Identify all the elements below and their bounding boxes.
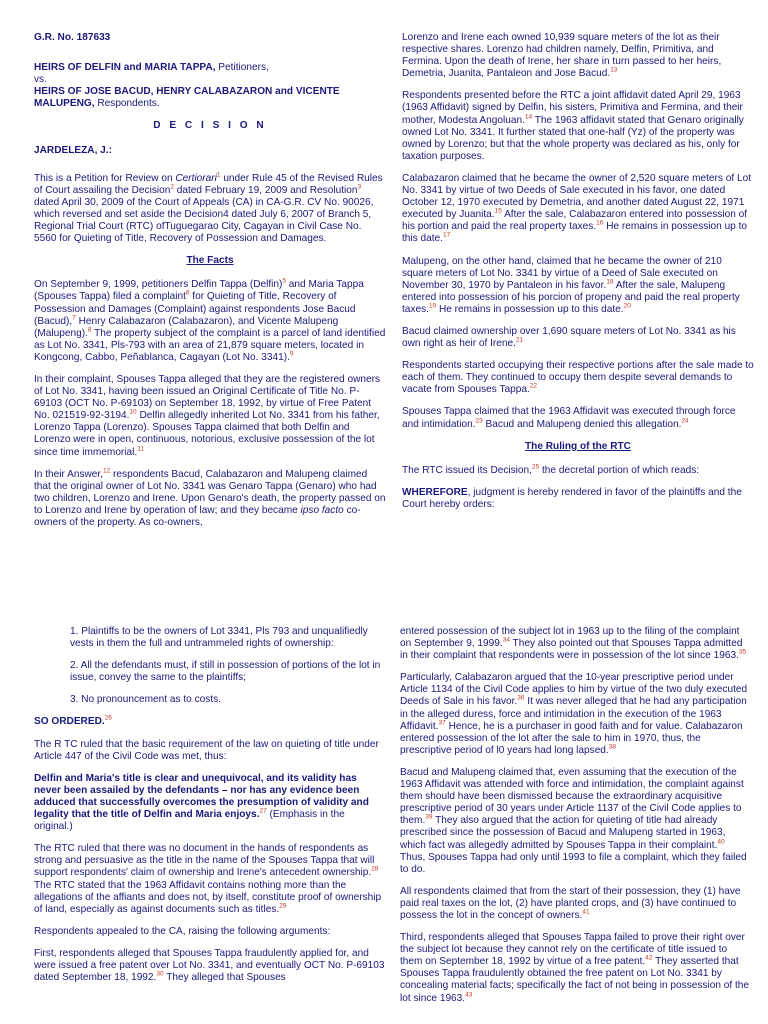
petitioners-name: HEIRS OF DELFIN and MARIA TAPPA, bbox=[34, 62, 216, 74]
text-run: The 1963 affidavit stated that Genaro originally owned Lot No. 3341. It further stated that one-half (Yz) of the property was owned by Lorenzo; but that the whole property was declared as his, only for taxation purposes. bbox=[402, 114, 744, 162]
bacud-paragraph bbox=[402, 326, 754, 350]
text-run: Thus, Spouses Tappa had only until 1993 to file a complaint, which they failed to do. bbox=[400, 851, 747, 875]
footnote-ref: 9 bbox=[289, 350, 294, 358]
footnote-ref: 24 bbox=[681, 417, 689, 425]
text-run: They asserted that Spouses Tappa fraudulently obtained the free patent on Lot No. 3341 by concealing material facts; specifically the fact of not being in possession of the lot since 1963. bbox=[400, 956, 749, 1004]
respondents-line bbox=[34, 86, 386, 110]
page-2 bbox=[0, 512, 768, 1024]
text-run: They alleged that Spouses bbox=[163, 972, 286, 984]
ruling-heading: The Ruling of the RTC bbox=[525, 440, 631, 452]
respondents-role: Respondents. bbox=[94, 98, 160, 110]
rtc-ruled-paragraph: The R TC ruled that the basic requirement of the law on quieting of title under Article 447 of the Civil Code was met, thus: bbox=[34, 738, 379, 762]
footnote-ref: 40 bbox=[717, 838, 725, 846]
footnote-ref: 18 bbox=[606, 278, 614, 286]
footnote-ref: 29 bbox=[279, 902, 287, 910]
text-run: Third, respondents alleged that Spouses Tappa failed to prove their right over the subject lot because they cannot rely on the certificate of title issued to them on September 18, 1992 by virtue of a free patent. bbox=[400, 932, 745, 968]
text-run: Lorenzo and Irene each owned 10,939 square meters of the lot as their respective shares. Lorenzo had children namely, Delfin, Primitiva, and Fermina. Upon the death of Irene, her share in turn passed to her heirs, Demetria, Juanita, Pantaleon and Jose Bacud. bbox=[402, 32, 722, 80]
footnote-ref: 34 bbox=[502, 636, 510, 644]
footnote-ref: 20 bbox=[623, 302, 631, 310]
entered-possession-paragraph bbox=[400, 626, 752, 662]
malupeng-paragraph bbox=[402, 256, 754, 316]
footnote-ref: 37 bbox=[438, 719, 446, 727]
text-run: Bacud and Malupeng denied this allegation. bbox=[482, 418, 682, 430]
so-ordered bbox=[34, 716, 386, 728]
footnote-ref: 11 bbox=[137, 445, 144, 453]
text-run: All respondents claimed that from the start of their possession, they (1) have paid real taxes on the lot, (2) have planted crops, and (3) have continued to possess the lot in the concept of owners. bbox=[400, 885, 741, 921]
text-run: Particularly, Calabazaron argued that the 10-year prescriptive period under Article 1134 of the Civil Code applies to him by virtue of the two duly executed Deeds of Sale in his favor. bbox=[400, 672, 748, 708]
text-run: He remains in possession up to this date. bbox=[436, 303, 624, 315]
footnote-ref: 25 bbox=[531, 463, 540, 471]
footnote-ref: 6 bbox=[185, 290, 190, 298]
text-run: The RTC ruled that there was no document in the hands of respondents as strong and persuasive as the title in the name of the Spouses Tappa that will support respondents' claim of ownership and Irene's antecedent ownership. bbox=[34, 843, 375, 879]
text-run: dated February 19, 2009 and Resolution bbox=[173, 184, 358, 196]
occupy-paragraph bbox=[402, 360, 754, 396]
text-run: respondents Bacud, Calabazaron and Malupeng claimed that the original owner of Lot No. 3341 was Genaro Tappa (Genaro) who had two children, Lorenzo and Irene. Upon Genaro's death, the property passed on to Lorenzo and Irene by operation of law; and they became bbox=[34, 468, 386, 516]
footnote-ref: 7 bbox=[72, 314, 76, 322]
text-run: First, respondents alleged that Spouses Tappa fraudulently applied for, and were issued a free patent over Lot No. 3341, and eventually OCT No. P-69103 dated September 18, 1992. bbox=[34, 947, 385, 984]
footnote-ref: 1 bbox=[216, 171, 221, 179]
text-run: In their Answer, bbox=[34, 468, 104, 480]
text-run: (Emphasis in the original.) bbox=[34, 809, 345, 833]
order-item-3: 3. No pronouncement as to costs. bbox=[70, 694, 221, 706]
no-document-paragraph bbox=[34, 843, 386, 916]
wherefore-paragraph bbox=[402, 487, 754, 511]
quoted-passage bbox=[34, 773, 386, 833]
versus: vs. bbox=[34, 74, 47, 86]
footnote-ref: 8 bbox=[87, 326, 92, 334]
footnote-ref: 13 bbox=[610, 66, 618, 74]
footnote-ref: 21 bbox=[515, 336, 524, 344]
footnote-ref: 36 bbox=[517, 695, 525, 703]
order-item-2: 2. All the defendants must, if still in possession of portions of the lot in issue, convey the same to the plaintiffs; bbox=[70, 660, 381, 684]
footnote-ref: 19 bbox=[428, 302, 437, 310]
footnote-ref: 39 bbox=[425, 813, 433, 821]
text-run: SO ORDERED. bbox=[34, 716, 105, 728]
page-2-left-column bbox=[34, 626, 386, 994]
facts-paragraph bbox=[34, 279, 386, 364]
footnote-ref: 26 bbox=[104, 715, 112, 723]
text-run: Respondents started occupying their respective portions after the sale made to each of them. They continued to occupy them despite several demands to vacate from Spouses Tappa. bbox=[402, 360, 754, 396]
footnote-ref: 28 bbox=[371, 866, 379, 874]
calabazaron-paragraph bbox=[402, 173, 754, 246]
text-run: for Quieting of Title, Recovery of Possession and Damages (Complaint) against respondents Jose Bacud (Bacud), bbox=[34, 291, 356, 327]
case-number: G.R. No. 187633 bbox=[34, 32, 111, 43]
decision-title: D E C I S I O N bbox=[153, 120, 267, 132]
footnote-ref: 15 bbox=[494, 207, 502, 215]
text-run: Delfin and Maria's title is clear and unequivocal, and its validity has never been assailed by the defendants – nor has any evidence been adduced that successfully overcomes the presumption of validity and legality that the title of Delfin and Maria enjoys. bbox=[34, 772, 369, 821]
rtc-decision-paragraph bbox=[402, 465, 754, 477]
third-argument-paragraph bbox=[400, 932, 752, 1005]
facts-heading: The Facts bbox=[186, 255, 234, 267]
footnote-ref: 22 bbox=[529, 382, 537, 390]
text-run: Hence, he is a purchaser in good faith and for value. Calabazaron entered possession of the lot after the sale to him in 1970, thus, the prescriptive period of l0 years had long lapsed. bbox=[400, 720, 743, 756]
text-run: The RTC issued its Decision, bbox=[402, 464, 532, 476]
text-run: dated April 30, 2009 of the Court of Appeals (CA) in CA-G.R. CV No. 90026, which reversed and set aside the Decision4 dated July 6, 2007 of Branch 5, Regional Trial Court (RTC) ofTuguegarao City, Cagayan in Civil Case No. 5560 for Quieting of Title, Recovery of Possession and Damages. bbox=[34, 196, 374, 245]
text-run: This is a Petition for Review on bbox=[34, 172, 176, 184]
footnote-ref: 42 bbox=[645, 954, 653, 962]
all-respondents-paragraph bbox=[400, 886, 752, 922]
footnote-ref: 5 bbox=[282, 277, 286, 285]
intro-paragraph bbox=[34, 173, 386, 246]
text-run: On September 9, 1999, petitioners Delfin Tappa (Delfin) bbox=[34, 279, 283, 291]
bacud-malupeng-paragraph bbox=[400, 767, 752, 876]
footnote-ref: 2 bbox=[170, 183, 174, 191]
footnote-ref: 35 bbox=[738, 648, 747, 656]
page-1-right-column bbox=[402, 32, 754, 521]
text-run: Bacud and Malupeng claimed that, even assuming that the execution of the 1963 Affidavit was attended with force and intimidation, the complaint against them should have been dismissed because the extraordinary acquisitive prescriptive period of 30 years under Article 1137 of the Civil Code applies to them. bbox=[400, 766, 744, 827]
complaint-paragraph bbox=[34, 374, 386, 459]
footnote-ref: 30 bbox=[156, 970, 164, 978]
footnote-ref: 27 bbox=[259, 807, 267, 815]
footnote-ref: 3 bbox=[357, 183, 362, 191]
text-run: Respondents presented before the RTC a joint affidavit dated April 29, 1963 (1963 Affidavit) signed by Delfin, his sisters, Primitiva and Fermina, and their mother, Modesta Angoluan. bbox=[402, 90, 743, 126]
text-run: He remains in possession up to this date. bbox=[402, 221, 748, 245]
text-run: ipso facto bbox=[300, 504, 344, 516]
footnote-ref: 17 bbox=[442, 232, 451, 240]
ponente: JARDELEZA, J.: bbox=[34, 144, 112, 156]
text-run: They also pointed out that Spouses Tappa admitted in their complaint that respondents were in possession of the lot since 1963. bbox=[400, 638, 743, 662]
footnote-ref: 38 bbox=[608, 743, 616, 751]
petitioners-line bbox=[34, 62, 386, 74]
text-run: the decretal portion of which reads: bbox=[539, 464, 700, 476]
footnote-ref: 23 bbox=[475, 417, 483, 425]
text-run: It was never alleged that he had any participation in the alleged duress, force and intimidation in the execution of the 1963 Affidavit. bbox=[400, 696, 747, 732]
text-run: Spouses Tappa claimed that the 1963 Affidavit was executed through force and intimidation. bbox=[402, 406, 736, 430]
text-run: The RTC stated that the 1963 Affidavit contains nothing more than the allegations of the affiants and does not, by itself, constitute proof of ownership of land, especially as against documents such as titles. bbox=[34, 879, 382, 915]
appeal-paragraph: Respondents appealed to the CA, raising the following arguments: bbox=[34, 925, 331, 937]
text-run: co-owners of the property. As co-owners, bbox=[34, 504, 361, 528]
text-run: In their complaint, Spouses Tappa alleged that they are the registered owners of Lot No. 3341, having been issued an Original Certificate of Title No. P-69103 (OCT No. P-69103) on September 18, 1992, by virtue of Free Patent No. 021519-92-3194. bbox=[34, 373, 381, 422]
text-run: After the sale, Calabazaron entered into possession of his portion and paid the real property taxes. bbox=[402, 209, 748, 233]
text-run: Bacud claimed ownership over 1,690 square meters of Lot No. 3341 as his own right as heir of Irene. bbox=[402, 325, 736, 350]
text-run: They also argued that the action for quieting of title had already prescribed since the possession of Bacud and Malupeng started in 1963, which fact was allegedly admitted by Spouses Tappa in their complaint. bbox=[400, 815, 726, 851]
text-run: and Maria Tappa (Spouses Tappa) filed a complaint bbox=[34, 279, 364, 303]
affidavit-paragraph bbox=[402, 90, 754, 163]
footnote-ref: 10 bbox=[129, 408, 137, 416]
calabazaron-argument-paragraph bbox=[400, 672, 752, 757]
first-argument-paragraph bbox=[34, 948, 386, 984]
text-run: After the sale, Malupeng entered into possession of his porcion of propeny and paid the real property taxes. bbox=[402, 279, 740, 315]
footnote-ref: 43 bbox=[465, 991, 473, 999]
footnote-ref: 12 bbox=[103, 467, 111, 475]
force-paragraph bbox=[402, 406, 754, 430]
petitioners-role: Petitioners, bbox=[215, 62, 269, 74]
respondents-name: HEIRS OF JOSE BACUD, HENRY CALABAZARON and VICENTE MALUPENG, bbox=[34, 86, 340, 110]
text-run: Calabazaron claimed that he became the owner of 2,520 square meters of Lot No. 3341 by virtue of two Deeds of Sale executed in his favor, one dated October 12, 1970 executed by Demetria, and another dated August 22, 1971 executed by Juanita. bbox=[402, 172, 752, 221]
text-run: Delfin allegedly inherited Lot No. 3341 from his father, Lorenzo Tappa (Lorenzo). Spouses Tappa claimed that both Delfin and Lorenzo were in open, continuous, notorious, exclusive possession of the lot since time immemorial. bbox=[34, 410, 380, 458]
text-run: The property subject of the complaint is a parcel of land identified as Lot No. 3341, Pls-793 with an area of 21,879 square meters, located in Kongcong, Cabbo, Peñablanca, Cagayan (Lot No. 3341). bbox=[34, 327, 386, 363]
order-item-1: 1. Plaintiffs to be the owners of Lot 3341, Pls 793 and unqualifiedly vests in them the full and untrammeled rights of ownership: bbox=[70, 626, 368, 650]
footnote-ref: 41 bbox=[582, 908, 590, 916]
coowners-paragraph bbox=[402, 32, 754, 80]
text-run: under Rule 45 of the Revised Rules of Court assailing the Decision bbox=[34, 172, 383, 196]
page-2-right-column bbox=[400, 626, 752, 1015]
footnote-ref: 14 bbox=[524, 113, 533, 121]
text-run: Henry Calabazaron (Calabazaron), and Vicente Malupeng (Malupeng). bbox=[34, 315, 339, 339]
text-run: entered possession of the subject lot in 1963 up to the filing of the complaint on September 9, 1999. bbox=[400, 626, 740, 650]
text-run: , judgment is hereby rendered in favor of the plaintiffs and the Court hereby orders: bbox=[402, 486, 742, 510]
text-run: Malupeng, on the other hand, claimed that he became the owner of 210 square meters of Lot No. 3341 by virtue of a Deed of Sale executed on November 30, 1970 by Pantaleon in his favor. bbox=[402, 255, 722, 291]
page-1-left-column bbox=[34, 32, 386, 539]
text-run: WHEREFORE bbox=[402, 486, 468, 498]
footnote-ref: 16 bbox=[596, 219, 604, 227]
text-run: Certiorari bbox=[175, 172, 217, 184]
